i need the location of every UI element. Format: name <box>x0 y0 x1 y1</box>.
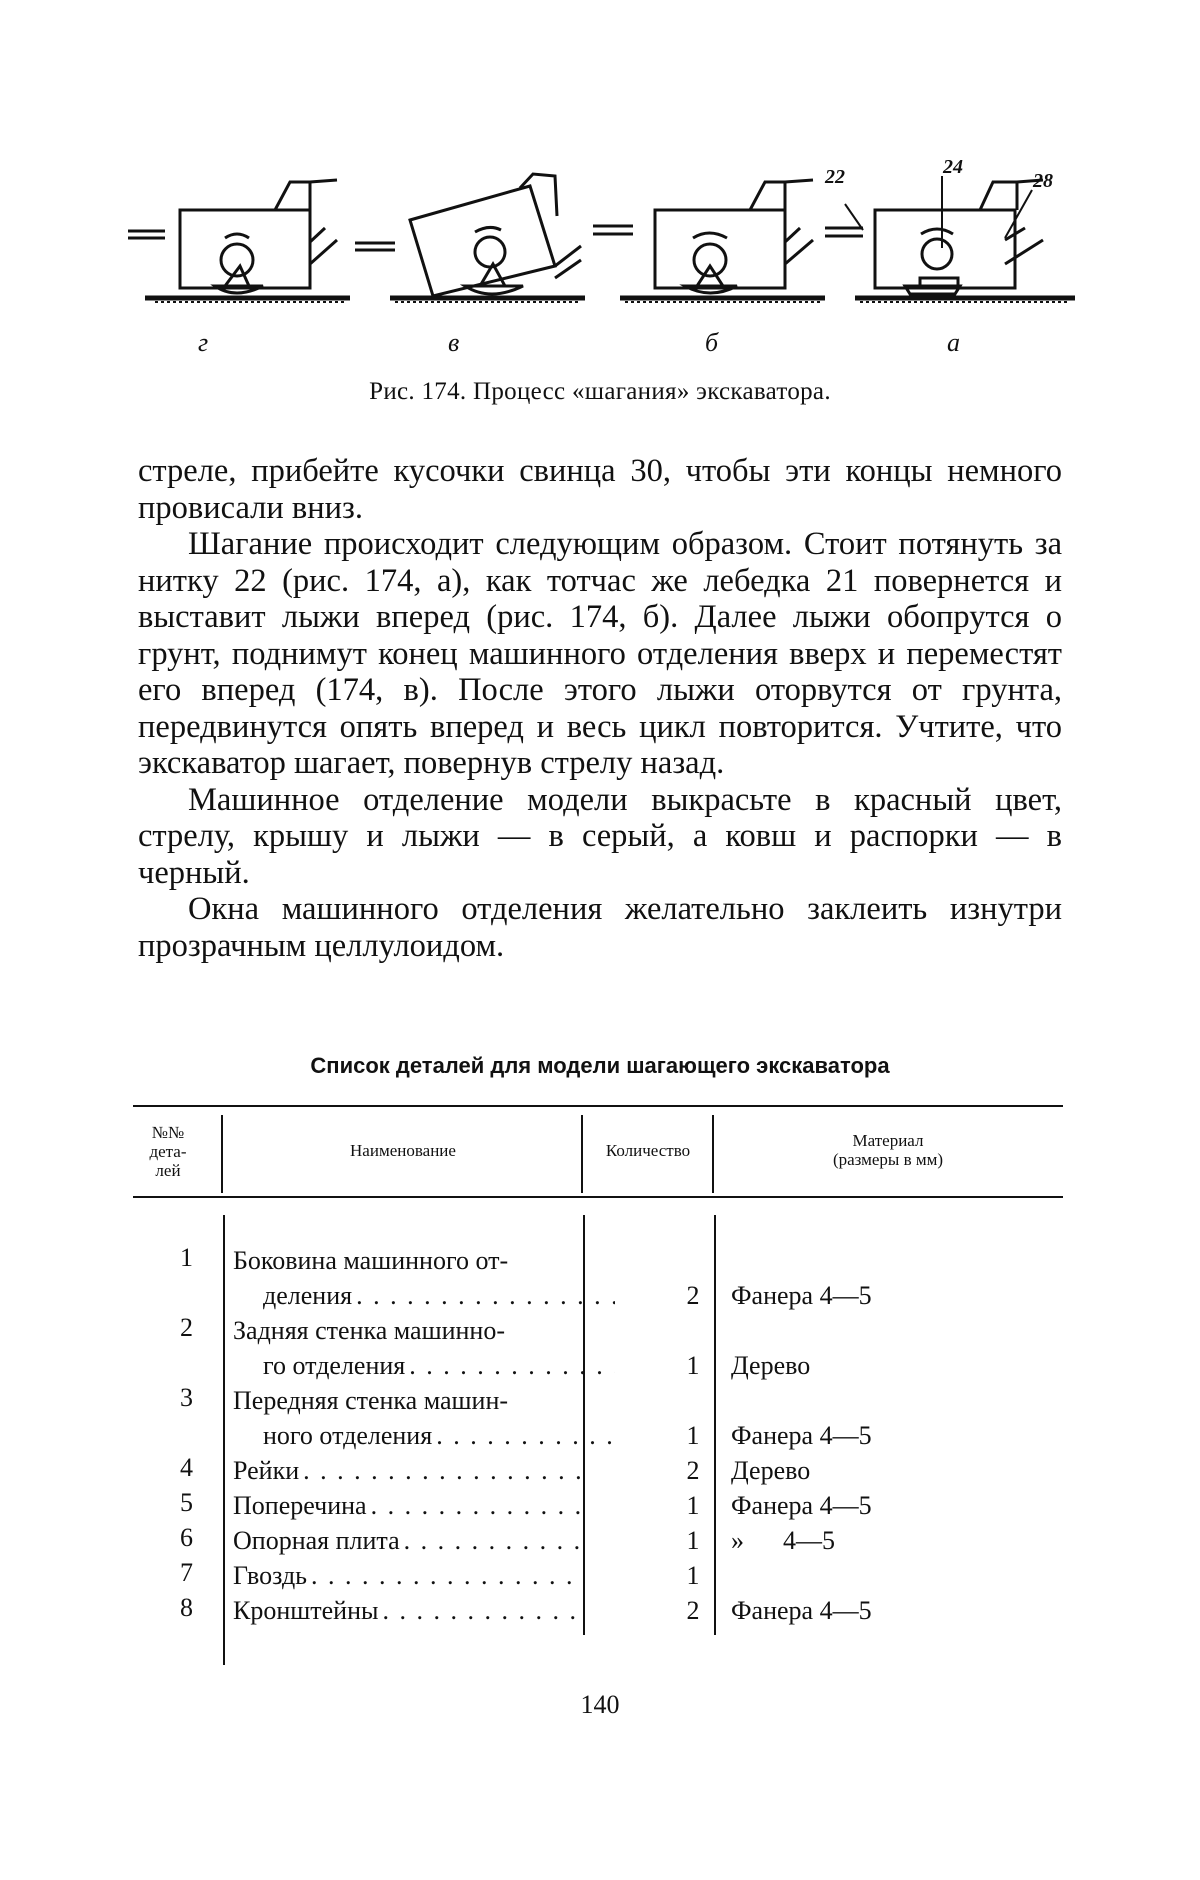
callout-28-label: 28 <box>1033 170 1053 193</box>
panel-label-v: в <box>448 328 459 358</box>
header-material: Материал (размеры в мм) <box>718 1131 1058 1169</box>
panel-g-excavator <box>128 180 337 293</box>
header-no: №№ дета- лей <box>133 1123 203 1180</box>
callout-24-label: 24 <box>943 156 963 179</box>
part-material: Фанера 4—5 <box>731 1593 1061 1628</box>
table-row <box>133 1243 1063 1313</box>
part-quantity: 1 <box>613 1418 773 1453</box>
callout-22-label: 22 <box>825 166 845 189</box>
part-material: Дерево <box>731 1453 1061 1488</box>
part-material: Дерево <box>731 1348 1061 1383</box>
part-number: 3 <box>133 1383 193 1413</box>
part-name-text: деления <box>263 1278 352 1313</box>
part-material: Фанера 4—5 <box>731 1418 1061 1453</box>
part-name-text: Задняя стенка машинно- <box>233 1313 701 1348</box>
panel-v-excavator <box>355 174 581 296</box>
part-name-text: Рейки <box>233 1453 299 1488</box>
dot-leader <box>382 1593 585 1628</box>
column-divider <box>712 1115 714 1193</box>
column-divider <box>581 1115 583 1193</box>
part-name-text: Поперечина <box>233 1488 367 1523</box>
part-number: 7 <box>133 1558 193 1588</box>
table-row <box>133 1558 1063 1593</box>
table-row <box>133 1313 1063 1383</box>
part-quantity: 1 <box>613 1558 773 1593</box>
part-number: 1 <box>133 1243 193 1273</box>
part-number: 5 <box>133 1488 193 1518</box>
column-divider <box>221 1115 223 1193</box>
panel-label-b: б <box>705 328 718 358</box>
part-quantity: 1 <box>613 1488 773 1523</box>
parts-table <box>133 1105 1063 1665</box>
part-material: Фанера 4—5 <box>731 1278 1061 1313</box>
table-title: Список деталей для модели шагающего экскаватора <box>0 1053 1200 1079</box>
table-row <box>133 1453 1063 1488</box>
excavator-walking-figure <box>125 168 1085 363</box>
dot-leader <box>436 1418 615 1453</box>
ground-hatching <box>145 298 1075 302</box>
paragraph: Окна машинного отделения желательно заклеить изнутри прозрачным целлулоидом. <box>138 891 1062 964</box>
part-quantity: 1 <box>613 1348 773 1383</box>
part-name-text: Опорная плита <box>233 1523 400 1558</box>
part-name-text: Передняя стенка машин- <box>233 1383 701 1418</box>
part-number: 2 <box>133 1313 193 1343</box>
table-row <box>133 1593 1063 1628</box>
part-quantity: 1 <box>613 1523 773 1558</box>
body-text <box>138 453 1062 964</box>
part-material: » 4—5 <box>731 1523 1061 1558</box>
part-name-text: Гвоздь <box>233 1558 307 1593</box>
paragraph: стреле, прибейте кусочки свинца 30, чтобы эти концы немного провисали вниз. <box>138 453 1062 526</box>
part-quantity: 2 <box>613 1453 773 1488</box>
part-quantity: 2 <box>613 1593 773 1628</box>
panel-label-a: а <box>947 328 960 358</box>
part-name-text: го отделения <box>263 1348 405 1383</box>
part-name-text: Кронштейны <box>233 1593 378 1628</box>
panel-a-excavator <box>825 176 1043 294</box>
dot-leader <box>409 1348 615 1383</box>
dot-leader <box>404 1523 585 1558</box>
table-row <box>133 1383 1063 1453</box>
header-quantity: Количество <box>585 1141 711 1160</box>
part-name-text: Боковина машинного от- <box>233 1243 701 1278</box>
dot-leader <box>356 1278 615 1313</box>
table-top-rule <box>133 1105 1063 1107</box>
page-number: 140 <box>0 1690 1200 1720</box>
part-number: 8 <box>133 1593 193 1623</box>
table-row <box>133 1488 1063 1523</box>
part-quantity: 2 <box>613 1278 773 1313</box>
table-header-rule <box>133 1196 1063 1198</box>
part-name-text: ного отделения <box>263 1418 432 1453</box>
excavator-walking-illustration <box>125 168 1085 318</box>
dot-leader <box>371 1488 585 1523</box>
paragraph: Машинное отделение модели выкрасьте в красный цвет, стрелу, крышу и лыжи — в серый, а ковш и распорки — в черный. <box>138 782 1062 892</box>
header-name: Наименование <box>233 1141 573 1160</box>
dot-leader <box>303 1453 585 1488</box>
paragraph: Шагание происходит следующим образом. Стоит потянуть за нитку 22 (рис. 174, а), как тотчас же лебедка 21 повернется и выставит лыжи вперед (рис. 174, б). Далее лыжи обопрутся о грунт, поднимут конец машинного отделения вверх и переместят его вперед (174, в). После этого лыжи оторвутся от грунта, передвинутся опять вперед и весь цикл повторится. Учтите, что экскаватор шагает, повернув стрелу назад. <box>138 526 1062 782</box>
panel-label-g: г <box>198 328 208 358</box>
figure-caption: Рис. 174. Процесс «шагания» экскаватора. <box>0 378 1200 406</box>
part-number: 4 <box>133 1453 193 1483</box>
panel-b-excavator <box>593 180 813 293</box>
table-row <box>133 1523 1063 1558</box>
part-material: Фанера 4—5 <box>731 1488 1061 1523</box>
part-number: 6 <box>133 1523 193 1553</box>
dot-leader <box>311 1558 585 1593</box>
